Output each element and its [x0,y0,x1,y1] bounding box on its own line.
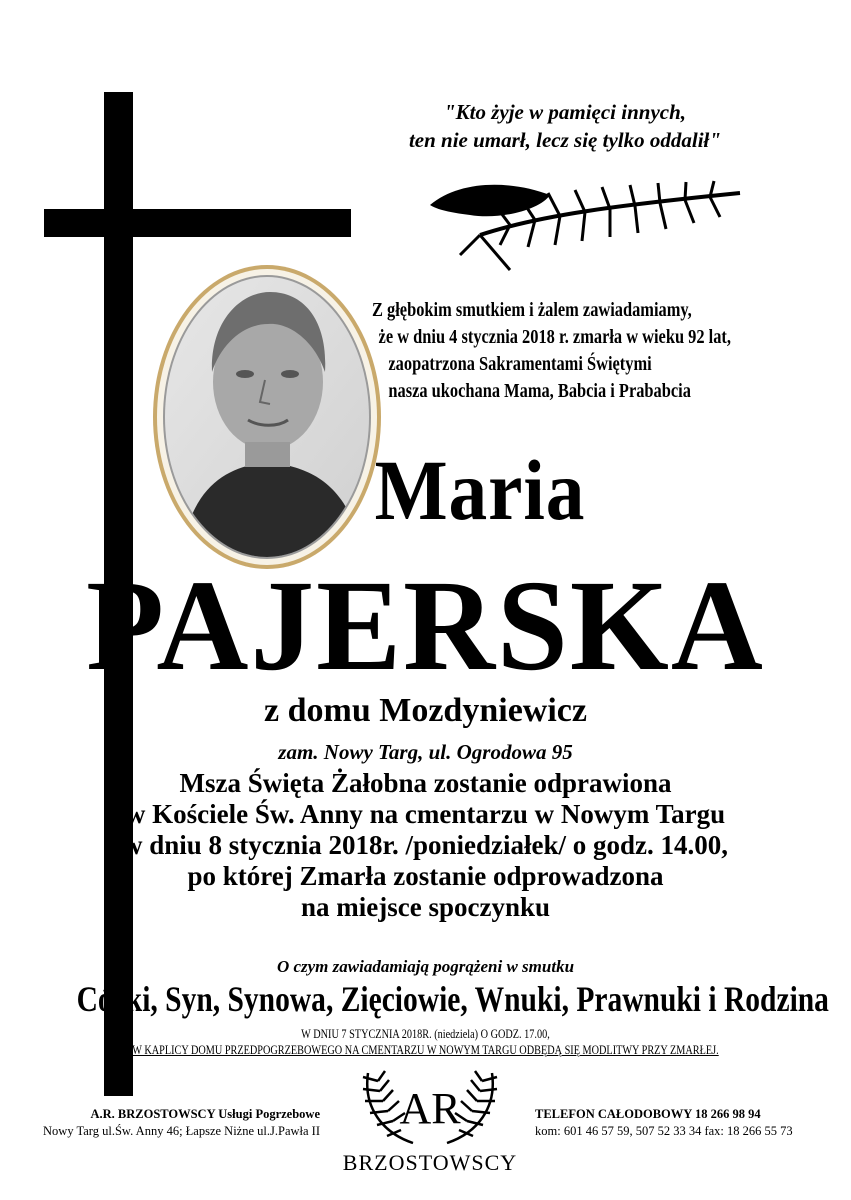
mourners-list: Córki, Syn, Synowa, Zięciowie, Wnuki, Prawnuki i Rodzina [76,979,829,1019]
palm-branch-icon [420,175,750,275]
funeral-home-brand: BRZOSTOWSCY [342,1150,518,1175]
funeral-home-info [10,1106,320,1140]
intro-line: że w dniu 4 stycznia 2018 r. zmarła w wieku 92 lat, [378,326,731,348]
prayer-line-1: W DNIU 7 STYCZNIA 2018R. (niedziela) O GODZ. 17.00, [301,1027,550,1041]
prayer-line-2: W KAPLICY DOMU PRZEDPOGRZEBOWEGO NA CMENTARZU W NOWYM TARGU ODBĘDĄ SIĘ MODLITWY PRZY ZMARŁEJ. [132,1043,719,1057]
intro-line: nasza ukochana Mama, Babcia i Prababcia [388,380,691,402]
mass-information [0,768,851,923]
funeral-home-contact [535,1106,845,1140]
prayer-notice [77,1026,775,1058]
funeral-home-address: Nowy Targ ul.Św. Anny 46; Łapsze Niżne ul.J.Pawła II [43,1124,320,1138]
deceased-address: zam. Nowy Targ, ul. Ogrodowa 95 [278,740,573,764]
deceased-last-name: PAJERSKA [86,554,765,698]
mass-line: po której Zmarła zostanie odprowadzona [187,861,664,891]
cross-horizontal-bar [44,209,351,237]
quote-line-1: "Kto żyje w pamięci innych, [443,100,687,124]
mourners-intro: O czym zawiadamiają pogrążeni w smutku [276,957,575,976]
mass-line: w Kościele Św. Anny na cmentarzu w Nowym Targu [125,799,726,829]
deceased-first-name: Maria [374,442,586,538]
intro-line: zaopatrzona Sakramentami Świętymi [388,353,652,375]
quote-line-2: ten nie umarł, lecz się tylko oddalił" [408,128,722,152]
logo-letters: AR [399,1084,461,1133]
intro-line: Z głębokim smutkiem i żalem zawiadamiamy, [372,299,692,321]
mass-line: w dniu 8 stycznia 2018r. /poniedziałek/ o godz. 14.00, [122,830,729,860]
announcement-intro [372,297,757,405]
mass-line: Msza Święta Żałobna zostanie odprawiona [179,768,672,798]
funeral-home-name: A.R. BRZOSTOWSCY Usługi Pogrzebowe [90,1107,320,1121]
mass-line: na miejsce spoczynku [301,892,550,922]
mobile-fax: kom: 601 46 57 59, 507 52 33 34 fax: 18 266 55 73 [535,1124,793,1138]
phone-24h: TELEFON CAŁODOBOWY 18 266 98 94 [535,1107,761,1121]
maiden-name: z domu Mozdyniewicz [264,692,587,729]
funeral-home-logo [333,1063,527,1158]
